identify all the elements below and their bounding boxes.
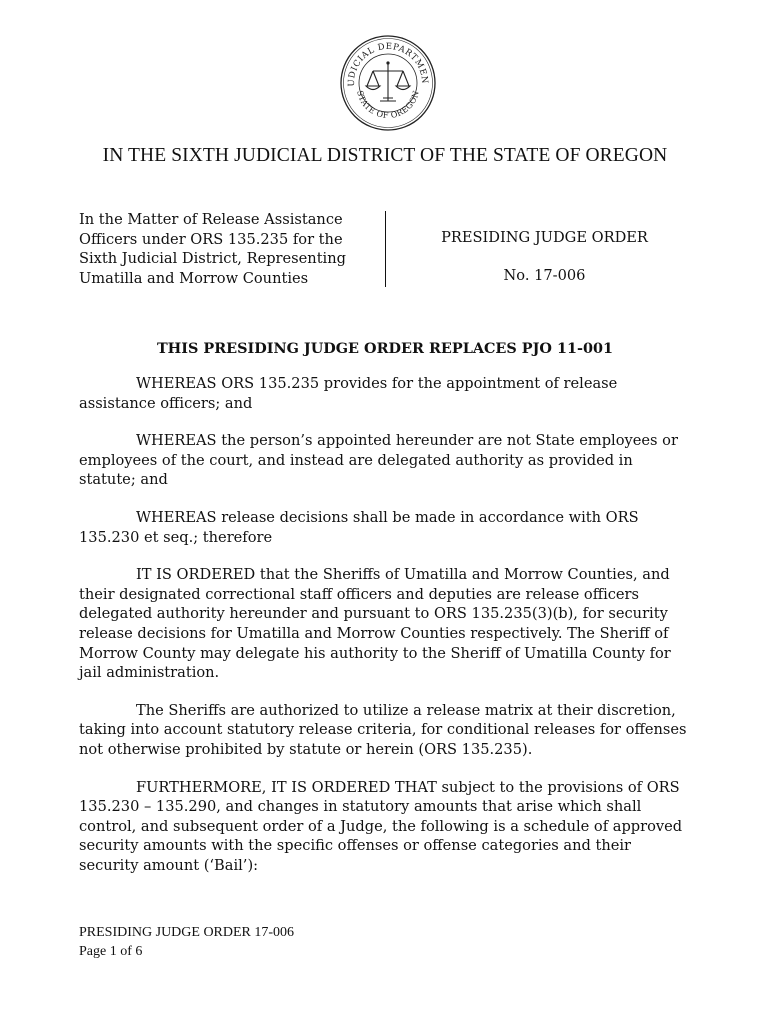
page-number: Page 1 of 6 xyxy=(79,944,143,959)
caption-line: Umatilla and Morrow Counties xyxy=(79,269,309,287)
order-number: No. 17-006 xyxy=(503,267,586,284)
judicial-department-seal xyxy=(338,33,438,133)
order-body xyxy=(79,374,691,893)
seal-bottom-text: STATE OF OREGON xyxy=(355,89,421,121)
paragraph: WHEREAS ORS 135.235 provides for the appointment of release assistance officers; and xyxy=(79,375,618,412)
svg-text:JUDICIAL DEPARTMENT xyxy=(338,33,429,87)
page-footer xyxy=(79,923,294,961)
caption-line: Sixth Judicial District, Representing xyxy=(79,250,346,267)
caption-line: Officers under ORS 135.235 for the xyxy=(79,230,343,248)
seal-top-text: UDICIAL DEPARTMEN xyxy=(346,41,430,87)
paragraph: FURTHERMORE, IT IS ORDERED THAT subject to the provisions of ORS 135.230 – 135.290, and changes in statutory amounts that arise which shall control, and subsequent order of a Judge, the following is a schedule of approved security amounts with the specific offenses or offense categories and their security amount (‘Bail’): xyxy=(79,778,683,874)
replaces-heading: THIS PRESIDING JUDGE ORDER REPLACES PJO 11-001 xyxy=(156,340,614,357)
caption-line: In the Matter of Release Assistance xyxy=(79,211,343,228)
paragraph: WHEREAS release decisions shall be made in accordance with ORS 135.230 et seq.; therefore xyxy=(79,508,639,546)
paragraph: IT IS ORDERED that the Sheriffs of Umatilla and Morrow Counties, and their designated correctional staff officers and deputies are release officers delegated authority hereunder and pursuant to ORS 135.235(3)(b), for security release decisions for Umatilla and Morrow Counties respectively. The Sheriff of Morrow County may delegate his authority to the Sheriff of Umatilla County for jail administration. xyxy=(79,566,671,682)
paragraph: The Sheriffs are authorized to utilize a release matrix at their discretion, taking into account statutory release criteria, for conditional releases for offenses not otherwise prohibited by statute or herein (ORS 135.235). xyxy=(79,701,687,758)
scales-of-justice-icon xyxy=(338,33,438,133)
case-caption-matter xyxy=(79,210,379,288)
court-title: IN THE SIXTH JUDICIAL DISTRICT OF THE STATE OF OREGON xyxy=(102,145,668,166)
footer-order-label: PRESIDING JUDGE ORDER 17-006 xyxy=(79,925,295,940)
order-title: PRESIDING JUDGE ORDER xyxy=(441,229,648,246)
paragraph: WHEREAS the person’s appointed hereunder are not State employees or employees of the court, and instead are delegated authority as provided in statute; and xyxy=(79,432,678,489)
